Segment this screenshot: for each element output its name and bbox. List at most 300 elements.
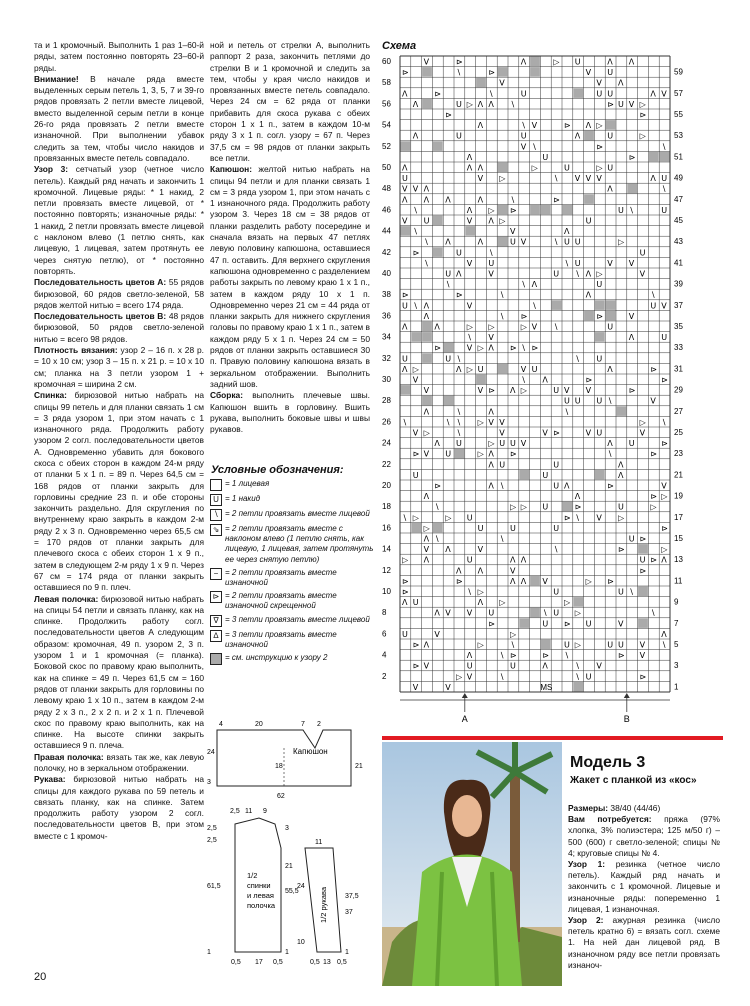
row-label: 32	[382, 353, 391, 363]
stitch-symbol: ⊳	[596, 311, 604, 321]
legend-text: = 1 накид	[225, 494, 261, 503]
stitch-symbol: Λ	[607, 57, 613, 67]
stitch-symbol: Λ	[661, 555, 667, 565]
stitch-symbol: ⊳	[412, 449, 420, 459]
stitch-symbol: Λ	[466, 651, 473, 661]
gray-cell	[573, 88, 583, 98]
stitch-symbol: U	[628, 534, 635, 544]
stitch-symbol: U	[553, 587, 560, 597]
legend-text: = 3 петли провязать вместе лицевой	[225, 614, 370, 624]
stitch-symbol: ▷	[639, 417, 646, 427]
stitch-symbol: ∖	[661, 417, 667, 427]
stitch-symbol: ▷	[477, 640, 484, 650]
stitch-symbol: V	[564, 386, 570, 396]
section-divider	[382, 736, 723, 740]
stitch-symbol: Λ	[456, 364, 462, 374]
stitch-symbol: ⊳	[650, 492, 658, 502]
stitch-symbol: ⊳	[618, 651, 625, 661]
stitch-symbol: Λ	[585, 121, 592, 131]
row-label: 9	[674, 597, 679, 607]
stitch-symbol: Λ	[423, 534, 430, 544]
body-label: спинки	[247, 881, 271, 890]
stitch-symbol: ⊳	[445, 110, 452, 120]
stitch-symbol: U	[456, 439, 462, 449]
stitch-symbol: ∖	[456, 354, 462, 364]
stitch-symbol: ∖	[650, 608, 656, 618]
stitch-symbol: ▷	[412, 513, 419, 523]
row-label: 1	[674, 682, 679, 692]
stitch-symbol: U	[639, 248, 646, 258]
stitch-symbol: ▷	[477, 587, 484, 597]
row-label: 53	[674, 131, 683, 141]
row-label: 2	[382, 671, 387, 681]
row-label: 49	[674, 173, 683, 183]
dimension-label: 10	[297, 939, 305, 946]
stitch-symbol: ⊳	[402, 290, 409, 300]
stitch-symbol: ▷	[488, 439, 495, 449]
stitch-symbol: ∖	[564, 258, 570, 268]
stitch-symbol: U	[553, 481, 560, 491]
gray-cell	[552, 300, 562, 310]
stitch-symbol: U	[456, 99, 462, 109]
stitch-symbol: Λ	[402, 364, 408, 374]
gray-cell	[444, 343, 454, 353]
stitch-symbol: V	[585, 386, 592, 396]
stitch-symbol: V	[466, 672, 473, 682]
stitch-symbol: V	[466, 343, 473, 353]
gray-cell	[584, 131, 594, 141]
row-label: 56	[382, 99, 391, 109]
gray-cell	[530, 608, 540, 618]
row-label: 20	[382, 481, 391, 490]
row-label: 55	[674, 110, 683, 119]
stitch-symbol: V	[596, 661, 602, 671]
legend-title: Условные обозначения:	[211, 464, 344, 476]
stitch-symbol: Λ	[488, 99, 494, 109]
dimension-label: 20	[255, 721, 263, 728]
stitch-symbol: ∖	[628, 205, 634, 215]
stitch-symbol: Λ	[564, 481, 570, 491]
row-label: 54	[382, 120, 391, 130]
gray-cell	[422, 99, 432, 109]
stitch-symbol: ∖	[510, 195, 516, 205]
stitch-symbol: V	[520, 364, 527, 374]
dimension-label: 2,5	[230, 808, 240, 815]
row-label: 4	[382, 650, 387, 660]
stitch-symbol: ∖	[628, 587, 634, 597]
stitch-symbol: ∖	[488, 248, 494, 258]
stitch-symbol: ∖	[445, 417, 451, 427]
gray-cell	[498, 205, 508, 215]
stitch-symbol: U	[531, 364, 538, 374]
stitch-symbol: ▷	[639, 99, 646, 109]
stitch-symbol: Λ	[402, 195, 408, 205]
stitch-symbol: Λ	[607, 184, 613, 194]
stitch-symbol: U	[618, 587, 624, 597]
stitch-symbol: V	[542, 576, 548, 586]
stitch-symbol: ∖	[466, 587, 472, 597]
gray-cell	[519, 618, 529, 628]
gray-cell	[573, 597, 583, 607]
stitch-symbol: U	[488, 608, 495, 618]
dimension-label: 18	[275, 763, 283, 770]
paragraph: Последовательность цветов А: 55 рядов бирюзовой, 60 рядов светло-зеленой, 58 рядов желтой нитью = всего 174 ряда.	[34, 277, 204, 310]
gray-cell	[584, 194, 594, 204]
stitch-symbol: ⊳	[607, 576, 614, 586]
stitch-symbol: Λ	[456, 566, 462, 576]
stitch-symbol: U	[520, 131, 527, 141]
stitch-symbol: U	[466, 661, 473, 671]
stitch-symbol: ∖	[553, 237, 559, 247]
gray-cell	[530, 57, 540, 67]
stitch-symbol: ∖	[661, 184, 667, 194]
dimension-label: 13	[323, 959, 331, 966]
row-label: 42	[382, 247, 391, 257]
stitch-symbol: ∖	[564, 651, 570, 661]
row-label: 10	[382, 587, 391, 596]
gray-cell	[660, 152, 670, 162]
legend-text: = 2 петли провязать вместе изнаночной скрещенной	[225, 591, 337, 611]
stitch-symbol: U	[564, 237, 570, 247]
stitch-symbol: ⊳	[520, 311, 528, 321]
body-label: и левая	[247, 891, 274, 900]
row-label: 24	[382, 438, 391, 448]
stitch-symbol: U	[477, 364, 484, 374]
stitch-symbol: U	[564, 396, 570, 406]
paragraph: Рукава: бирюзовой нитью набрать на спицы для каждого рукава по 59 петель и связать планку, как на спинке. Затем продолжить работу узором 2 согл. последовательности цветов В, при этом вместе с 1 кромоч-	[34, 774, 204, 841]
gray-cell	[606, 300, 616, 310]
gray-cell	[606, 311, 616, 321]
row-label: 38	[382, 290, 391, 300]
stitch-symbol: U	[596, 428, 603, 438]
text-column-3	[568, 803, 720, 993]
dimension-label: 3	[285, 825, 289, 832]
dimension-label: 4	[219, 721, 223, 728]
gray-cell	[401, 226, 411, 236]
stitch-symbol: ∖	[499, 651, 505, 661]
legend-item	[210, 630, 375, 650]
stitch-symbol: ∖	[661, 142, 667, 152]
stitch-symbol: V	[628, 258, 635, 268]
stitch-symbol: Λ	[661, 629, 667, 639]
stitch-symbol: ∖	[553, 322, 559, 332]
stitch-symbol: U	[661, 333, 668, 343]
stitch-symbol: ▷	[596, 269, 603, 279]
stitch-symbol: ∖	[402, 513, 408, 523]
stitch-symbol: ▷	[466, 322, 473, 332]
stitch-symbol: ⊳	[574, 502, 582, 512]
stitch-symbol: ▷	[456, 672, 463, 682]
stitch-symbol: V	[488, 333, 494, 343]
stitch-symbol: Λ	[402, 89, 408, 99]
stitch-symbol: U	[553, 269, 560, 279]
stitch-symbol: Λ	[510, 576, 516, 586]
stitch-symbol: U	[510, 237, 516, 247]
gray-cell	[606, 120, 616, 130]
stitch-symbol: ⊳	[639, 534, 647, 544]
stitch-symbol: U	[596, 354, 603, 364]
stitch-symbol: U	[445, 354, 452, 364]
stitch-symbol: U	[423, 216, 430, 226]
stitch-symbol: V	[445, 608, 451, 618]
stitch-symbol: Λ	[477, 195, 484, 205]
stitch-symbol: ∖	[520, 121, 526, 131]
dimension-label: 3	[207, 779, 211, 786]
stitch-symbol: ▷	[520, 502, 527, 512]
stitch-symbol: V	[585, 68, 592, 78]
stitch-symbol: Λ	[477, 598, 484, 608]
legend-item	[210, 568, 375, 588]
stitch-symbol: Λ	[423, 184, 430, 194]
arrow-b-icon	[624, 693, 630, 698]
stitch-symbol: ∖	[510, 640, 516, 650]
stitch-symbol: V	[423, 545, 430, 555]
stitch-symbol: U	[466, 555, 473, 565]
stitch-symbol: ⊳	[661, 375, 668, 385]
stitch-symbol: Λ	[520, 576, 527, 586]
dimension-label: 0,5	[273, 959, 283, 966]
stitch-symbol: ⊳	[564, 513, 571, 523]
stitch-symbol: Λ	[488, 449, 494, 459]
stitch-symbol: ⊳	[661, 523, 668, 533]
legend-item	[210, 591, 375, 611]
row-label: 26	[382, 417, 391, 427]
stitch-symbol: ⊳	[650, 364, 658, 374]
stitch-symbol: U	[553, 460, 560, 470]
stitch-symbol: ▷	[477, 449, 484, 459]
stitch-symbol: V	[639, 651, 646, 661]
gray-cell	[584, 311, 594, 321]
stitch-symbol: ⊳	[639, 566, 647, 576]
dimension-label: 21	[355, 763, 363, 770]
stitch-symbol: V	[499, 78, 505, 88]
stitch-symbol: U	[499, 439, 506, 449]
stitch-symbol: ∖	[499, 311, 505, 321]
ssk-icon: ⇘	[210, 524, 222, 536]
stitch-symbol: ∖	[434, 502, 440, 512]
stitch-symbol: Λ	[488, 216, 494, 226]
gray-cell	[476, 78, 486, 88]
stitch-symbol: ▷	[585, 576, 592, 586]
stitch-symbol: Λ	[477, 237, 484, 247]
stitch-symbol: V	[402, 216, 408, 226]
stitch-symbol: V	[412, 682, 419, 692]
dimension-label: 9	[263, 808, 267, 815]
stitch-symbol: ⊳	[639, 110, 647, 120]
row-label: 33	[674, 343, 683, 353]
row-label: 39	[674, 279, 683, 289]
chart-grid	[400, 56, 670, 692]
stitch-symbol: ∖	[650, 290, 656, 300]
k2tog-icon: ∖	[210, 509, 222, 521]
legend-item	[210, 524, 375, 565]
row-label: 30	[382, 375, 391, 384]
gray-cell	[595, 332, 605, 342]
dimension-label: 1	[345, 949, 349, 956]
stitch-symbol: Λ	[574, 131, 581, 141]
row-label: 19	[674, 491, 683, 501]
stitch-symbol: ⊳	[456, 57, 463, 67]
knitting-chart	[380, 52, 725, 727]
stitch-symbol: ⊳	[618, 545, 625, 555]
paragraph: Узор 3: сетчатый узор (четное число петель). Каждый ряд начать и закончить 1 кромочной. Лицевые ряды: * 1 накид, 2 петли провязать вместе лицевой, от * постоянно повторять; изнаночные ряды: * 1 накид, 2 петли провязать вместе лицевой с наклоном влево (1 петлю снять, как лицевую, 1 лицевая, затем протянуть ее через снятую петлю), от * постоянно повторять.	[34, 164, 204, 276]
paragraph: Узор 1: резинка (четное число петель). Каждый ряд начать и закончить с 1 кромочной. Лицевые и изнаночные ряды: попеременно 1 лицевая, 1 изнаночная.	[568, 859, 720, 914]
stitch-symbol: ⊳	[402, 587, 409, 597]
text-column-1	[34, 40, 204, 986]
gray-cell	[498, 237, 508, 247]
stitch-symbol: V	[585, 428, 592, 438]
stitch-symbol: ∖	[542, 608, 548, 618]
stitch-symbol: U	[596, 280, 603, 290]
stitch-symbol: U	[402, 301, 408, 311]
stitch-symbol: Λ	[477, 99, 484, 109]
row-label: 29	[674, 385, 683, 395]
stitch-symbol: V	[639, 428, 646, 438]
gray-cell	[422, 332, 432, 342]
stitch-symbol: U	[618, 502, 624, 512]
gray-cell	[455, 449, 465, 459]
stitch-symbol: Λ	[542, 661, 548, 671]
stitch-symbol: ∖	[423, 237, 429, 247]
stitch-symbol: U	[553, 523, 560, 533]
stitch-symbol: V	[477, 386, 484, 396]
stitch-symbol: ⊳	[412, 661, 420, 671]
stitch-symbol: U	[477, 523, 484, 533]
stitch-symbol: Λ	[434, 439, 440, 449]
stitch-symbol: ⊳	[564, 619, 571, 629]
row-label: 14	[382, 544, 391, 554]
stitch-symbol: U	[607, 640, 614, 650]
schema-title: Схема	[382, 40, 417, 52]
stitch-symbol: U	[553, 608, 560, 618]
stitch-symbol: ▷	[520, 322, 527, 332]
gray-cell	[649, 152, 659, 162]
stitch-symbol: U	[585, 619, 592, 629]
stitch-symbol: ▷	[520, 386, 527, 396]
stitch-symbol: U	[574, 258, 581, 268]
gray-cell	[433, 523, 443, 533]
ms-label: MS	[540, 683, 553, 692]
stitch-symbol: ▷	[661, 545, 668, 555]
dimension-label: 2	[317, 721, 321, 728]
stitch-symbol: Λ	[402, 598, 408, 608]
stitch-symbol: ∖	[574, 513, 580, 523]
stitch-symbol: U	[596, 89, 603, 99]
stitch-symbol: ⊳	[628, 386, 636, 396]
p2tog-tbl-icon: ⊳	[210, 591, 222, 603]
legend-item	[210, 479, 375, 491]
stitch-symbol: V	[520, 142, 527, 152]
stitch-symbol: V	[574, 174, 581, 184]
stitch-symbol: ∖	[553, 545, 559, 555]
legend-text: = 2 петли провязать вместе с наклоном влево (1 петлю снять, как лицевую, 1 лицевая, затем протянуть ее через снятую петлю)	[225, 524, 374, 564]
stitch-symbol: ∖	[520, 375, 526, 385]
stitch-symbol: ⊳	[434, 343, 442, 353]
stitch-symbol: ▷	[477, 343, 484, 353]
dimension-label: 0,5	[337, 959, 347, 966]
stitch-symbol: Λ	[574, 492, 581, 502]
row-label: 48	[382, 184, 391, 194]
stitch-symbol: V	[596, 78, 602, 88]
stitch-symbol: V	[650, 396, 656, 406]
row-label: 12	[382, 565, 391, 575]
stitch-symbol: U	[542, 502, 549, 512]
legend-text: = 1 лицевая	[225, 479, 270, 488]
row-label: 41	[674, 258, 683, 268]
stitch-symbol: U	[510, 523, 516, 533]
stitch-symbol: ⊳	[488, 386, 496, 396]
stitch-symbol: Λ	[607, 364, 613, 374]
stitch-symbol: ▷	[423, 428, 430, 438]
stitch-symbol: ∖	[607, 396, 613, 406]
paragraph: Спинка: бирюзовой нитью набрать на спицы 99 петель и для планки связать 1 см = 3 ряда узором 1, при этом начать с 1 изнаночного ряда. Продолжить работу узором 2 согл. последовательности цветов А. Одновременно убавить для бокового скоса с обеих сторон в каждом 24-м ряду от планки 5 х 1 п. = 89 п. Через 64,5 см = 168 рядов от планки закрыть для горловины средние 23 п. и обе стороны закончить раздельно. Для скругления по внутреннему краю закрыть в каждом 2-м ряду 2 х 3 п. Одновременно через 65,5 см = 170 рядов от планки закрыть для плечевого скоса с обеих сторон 1 х 9 п., затем в следующем 2-м ряду 1 х 9 п. Через 67 см = 174 ряда от планки закрыть оставшиеся по 9 п. плеч.	[34, 390, 204, 593]
row-label: 23	[674, 449, 683, 459]
stitch-symbol: ▷	[466, 364, 473, 374]
stitch-symbol: ▷	[596, 121, 603, 131]
stitch-symbol: U	[499, 460, 506, 470]
stitch-symbol: ∖	[661, 640, 667, 650]
row-label: 40	[382, 269, 391, 278]
stitch-symbol: V	[423, 449, 430, 459]
stitch-symbol: Λ	[488, 407, 494, 417]
row-label: 22	[382, 459, 391, 469]
stitch-symbol: Λ	[628, 333, 635, 343]
row-label: 21	[674, 470, 683, 480]
row-label: 45	[674, 216, 683, 225]
stitch-symbol: ⊳	[456, 290, 463, 300]
gray-cell	[519, 470, 529, 480]
text-column-2	[210, 40, 370, 460]
stitch-symbol: V	[423, 57, 430, 67]
model-title: Модель 3	[570, 754, 646, 771]
stitch-symbol: ∖	[488, 89, 494, 99]
row-label: 47	[674, 194, 683, 204]
stitch-symbol: ▷	[499, 174, 506, 184]
row-label: 13	[674, 555, 683, 565]
paragraph: Вам потребуется: пряжа (97% хлопка, 3% полиэстера; 125 м/50 г) – 500 (600) г светло-зеленой; спицы № 4; круговые спицы № 4.	[568, 814, 720, 858]
stitch-symbol: ⊳	[628, 152, 636, 162]
gray-cell	[573, 682, 583, 692]
stitch-symbol: V	[412, 375, 419, 385]
paragraph: Размеры: 38/40 (44/46)	[568, 803, 661, 813]
stitch-symbol: ▷	[466, 99, 473, 109]
stitch-symbol: U	[618, 205, 624, 215]
stitch-symbol: ▷	[531, 163, 538, 173]
stitch-symbol: U	[585, 672, 592, 682]
stitch-symbol: U	[607, 68, 614, 78]
row-label: 16	[382, 523, 391, 533]
stitch-symbol: U	[607, 131, 614, 141]
stitch-symbol: Λ	[466, 163, 473, 173]
gray-cell	[411, 523, 421, 533]
stitch-symbol: U	[445, 449, 452, 459]
body-label: полочка	[247, 901, 276, 910]
stitch-symbol: ⊳	[531, 343, 539, 353]
stitch-symbol: ∖	[423, 258, 429, 268]
stitch-symbol: ⊳	[412, 640, 420, 650]
stitch-symbol: U	[574, 237, 581, 247]
stitch-symbol: ∖	[520, 280, 526, 290]
paragraph: Капюшон: желтой нитью набрать на спицы 94 петли и для планки связать 1 см = 3 ряда узором 1, при этом начать с 1 изнаночного ряда. Продолжить работу узором 3. Через 18 см = 38 рядов от планки разделить работу посередине и сначала вязать на первых 47 петлях левую половину капюшона, оставшиеся 47 п. оставить. Для верхнего скругления капюшона одновременно с разделением работы закрыть по левому краю 1 х 1 п., затем в каждом ряду 10 х 1 п. Одновременно через 21 см = 44 ряда от планки закрыть для нижнего скругления головы по правому краю 1 х 1 п., затем в каждом ряду 5 х 1 п. Через 24 см = 50 рядов от планки закрыть оставшиеся 30 п. Правую половину капюшона вязать в зеркальном отображении. Выполнить задний шов.	[210, 164, 370, 389]
gray-cell	[595, 300, 605, 310]
stitch-symbol: Λ	[423, 555, 430, 565]
stitch-symbol: U	[456, 131, 462, 141]
stitch-symbol: ⊳	[510, 449, 517, 459]
row-label: 27	[674, 406, 683, 416]
stitch-symbol: Λ	[423, 301, 430, 311]
stitch-symbol: V	[488, 269, 494, 279]
knit-symbol-icon	[210, 479, 222, 491]
